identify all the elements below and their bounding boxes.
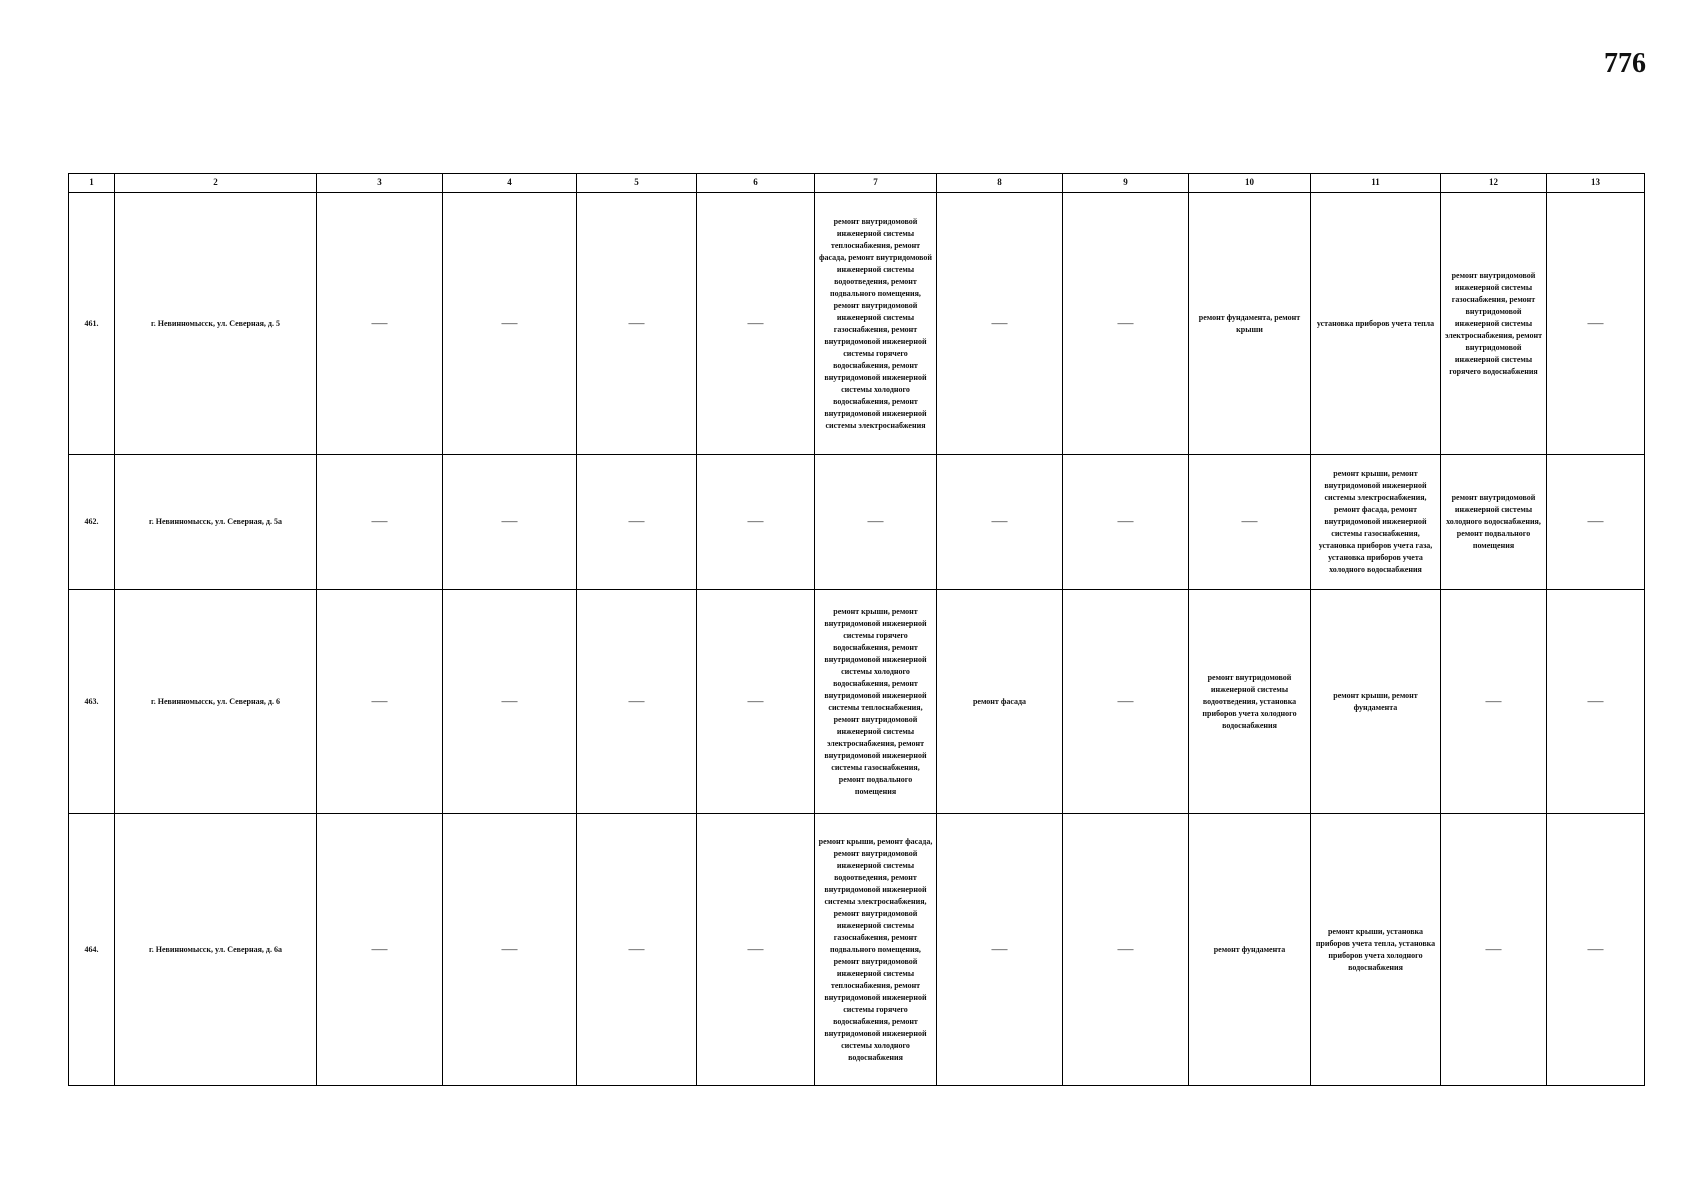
table-cell: ремонт внутридомовой инженерной системы теплоснабжения, ремонт фасада, ремонт внутридомовой инженерной системы водоотведения, ремонт подвального помещения, ремонт внутридомовой инженерной системы газоснабжения, ремонт внутридомовой инженерной системы горячего водоснабжения, ремонт внутридомовой инженерной системы холодного водоснабжения, ремонт внутридомовой инженерной системы электроснабжения <box>815 193 937 455</box>
table-cell: —— <box>1189 455 1311 590</box>
table-cell: —— <box>937 814 1063 1086</box>
table-row <box>69 193 1645 455</box>
table-cell: —— <box>697 455 815 590</box>
table-cell: —— <box>1063 193 1189 455</box>
table-cell: —— <box>443 590 577 814</box>
column-number: 1 <box>69 174 115 193</box>
table-cell: —— <box>443 193 577 455</box>
table-cell: —— <box>577 455 697 590</box>
table-cell: —— <box>697 193 815 455</box>
address-cell: г. Невинномысск, ул. Северная, д. 5а <box>115 455 317 590</box>
table-cell: ремонт внутридомовой инженерной системы водоотведения, установка приборов учета холодного водоснабжения <box>1189 590 1311 814</box>
table-cell: —— <box>317 814 443 1086</box>
column-number: 2 <box>115 174 317 193</box>
table-row <box>69 590 1645 814</box>
table-cell: —— <box>1063 814 1189 1086</box>
table-cell: —— <box>1547 193 1645 455</box>
table-cell: ремонт крыши, ремонт фундамента <box>1311 590 1441 814</box>
table-cell: —— <box>317 455 443 590</box>
repair-schedule-table <box>68 173 1645 1086</box>
row-number: 463. <box>69 590 115 814</box>
table-cell: ремонт фасада <box>937 590 1063 814</box>
table-cell: —— <box>1547 455 1645 590</box>
column-number: 11 <box>1311 174 1441 193</box>
table-cell: ремонт внутридомовой инженерной системы газоснабжения, ремонт внутридомовой инженерной системы электроснабжения, ремонт внутридомовой инженерной системы горячего водоснабжения <box>1441 193 1547 455</box>
table-cell: —— <box>317 193 443 455</box>
table-cell: —— <box>1441 590 1547 814</box>
table-cell: —— <box>577 193 697 455</box>
address-cell: г. Невинномысск, ул. Северная, д. 6а <box>115 814 317 1086</box>
table-cell: —— <box>697 590 815 814</box>
row-number: 462. <box>69 455 115 590</box>
table-cell: установка приборов учета тепла <box>1311 193 1441 455</box>
table-cell: —— <box>937 455 1063 590</box>
column-number: 4 <box>443 174 577 193</box>
column-number: 8 <box>937 174 1063 193</box>
table-cell: —— <box>443 455 577 590</box>
table-cell: —— <box>937 193 1063 455</box>
column-number: 3 <box>317 174 443 193</box>
table-cell: ремонт фундамента, ремонт крыши <box>1189 193 1311 455</box>
column-number: 12 <box>1441 174 1547 193</box>
table-cell: —— <box>1441 814 1547 1086</box>
column-number-header-row <box>69 174 1645 193</box>
table-cell: —— <box>697 814 815 1086</box>
table-cell: —— <box>577 814 697 1086</box>
table-cell: —— <box>317 590 443 814</box>
table-cell: —— <box>1547 590 1645 814</box>
table-row <box>69 455 1645 590</box>
table-cell: ремонт крыши, ремонт внутридомовой инженерной системы горячего водоснабжения, ремонт внутридомовой инженерной системы холодного водоснабжения, ремонт внутридомовой инженерной системы теплоснабжения, ремонт внутридомовой инженерной системы электроснабжения, ремонт внутридомовой инженерной системы газоснабжения, ремонт подвального помещения <box>815 590 937 814</box>
column-number: 10 <box>1189 174 1311 193</box>
table-row <box>69 814 1645 1086</box>
column-number: 9 <box>1063 174 1189 193</box>
row-number: 464. <box>69 814 115 1086</box>
page-number: 776 <box>1604 48 1646 79</box>
address-cell: г. Невинномысск, ул. Северная, д. 5 <box>115 193 317 455</box>
column-number: 6 <box>697 174 815 193</box>
table-cell: ремонт внутридомовой инженерной системы холодного водоснабжения, ремонт подвального помещения <box>1441 455 1547 590</box>
table-cell: —— <box>1547 814 1645 1086</box>
row-number: 461. <box>69 193 115 455</box>
table-cell: ремонт крыши, установка приборов учета тепла, установка приборов учета холодного водоснабжения <box>1311 814 1441 1086</box>
table-cell: ремонт фундамента <box>1189 814 1311 1086</box>
table-cell: —— <box>1063 590 1189 814</box>
table-cell: ремонт крыши, ремонт фасада, ремонт внутридомовой инженерной системы водоотведения, ремонт внутридомовой инженерной системы электроснабжения, ремонт внутридомовой инженерной системы газоснабжения, ремонт подвального помещения, ремонт внутридомовой инженерной системы теплоснабжения, ремонт внутридомовой инженерной системы горячего водоснабжения, ремонт внутридомовой инженерной системы холодного водоснабжения <box>815 814 937 1086</box>
table-cell: —— <box>443 814 577 1086</box>
table-cell: —— <box>815 455 937 590</box>
table-cell: ремонт крыши, ремонт внутридомовой инженерной системы электроснабжения, ремонт фасада, ремонт внутридомовой инженерной системы газоснабжения, установка приборов учета газа, установка приборов учета холодного водоснабжения <box>1311 455 1441 590</box>
table-cell: —— <box>1063 455 1189 590</box>
table-cell: —— <box>577 590 697 814</box>
column-number: 13 <box>1547 174 1645 193</box>
column-number: 7 <box>815 174 937 193</box>
column-number: 5 <box>577 174 697 193</box>
address-cell: г. Невинномысск, ул. Северная, д. 6 <box>115 590 317 814</box>
